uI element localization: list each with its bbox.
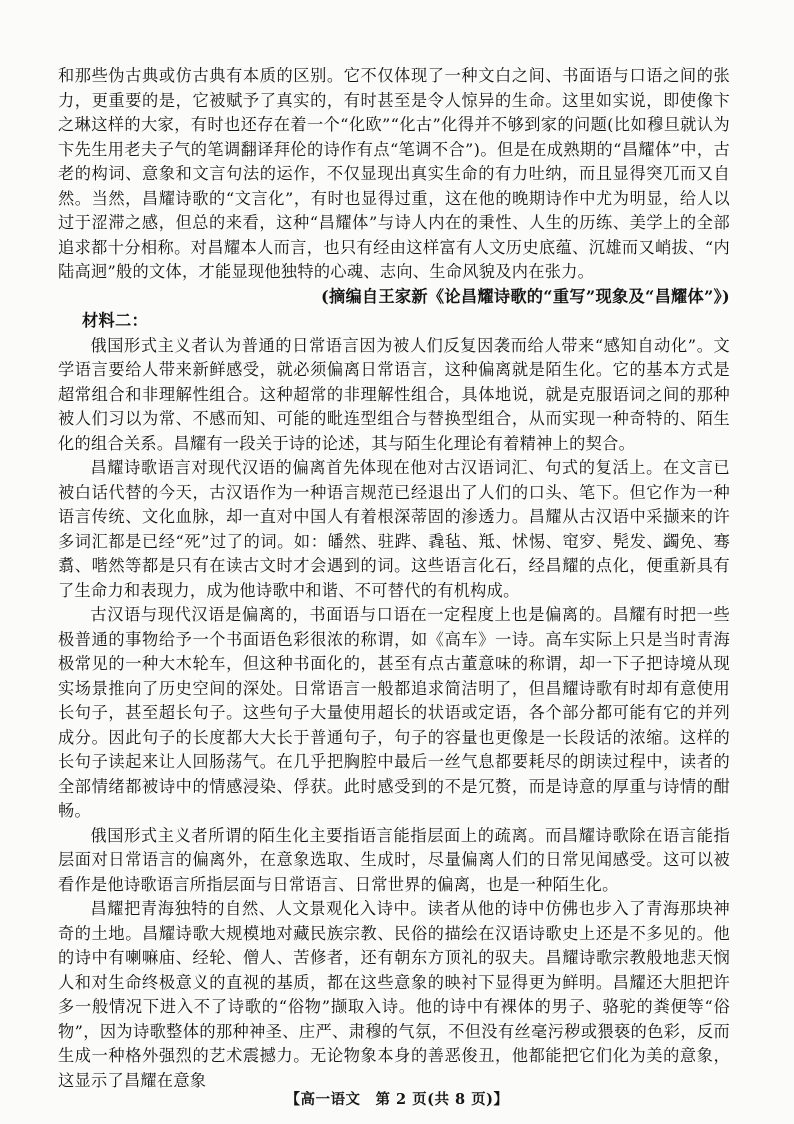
source-citation: (摘编自王家新《论昌耀诗歌的“重写”现象及“昌耀体”》): [321, 286, 730, 306]
continued-paragraph: 和那些伪古典或仿古典有本质的区别。它不仅体现了一种文白之间、书面语与口语之间的张力，更重要的是，它被赋予了真实的，有时甚至是令人惊异的生命。这里如实说，即使像卞之琳这样的大家，有时也还存在着一个“化欧”“化古”化得并不够到家的问题(比如穆旦就认为卞先生用老夫子气的笔调翻译拜伦的诗作有点“笔调不合”)。但是在成熟期的“昌耀体”中，古老的构词、意象和文言句法的运作，不仅显现出真实生命的有力吐纳，而且显得突兀而又自然。当然，昌耀诗歌的“文言化”，有时也显得过重，这在他的晚期诗作中尤为明显，给人以过于涩滞之感，但总的来看，这种“昌耀体”与诗人内在的秉性、人生的历练、美学上的全部追求都十分相称。对昌耀本人而言，也只有经由这样富有人文历史底蕴、沉雄而又峭拔、“内陆高迥”般的文体，才能显现他独特的心魂、志向、生命风貌及内在张力。: [58, 66, 730, 281]
section-heading: 材料二：: [82, 311, 148, 330]
body-paragraph: 古汉语与现代汉语是偏离的，书面语与口语在一定程度上也是偏离的。昌耀有时把一些极普通的事物给予一个书面语色彩很浓的称谓，如《高车》一诗。高车实际上只是当时青海极常见的一种大木轮车，但这种书面化的，甚至有点古董意味的称谓，却一下子把诗境从现实场景推向了历史空间的深处。日常语言一般都追求简洁明了，但昌耀诗歌有时却有意使用长句子，甚至超长句子。这些句子大量使用超长的状语或定语，各个部分都可能有它的并列成分。因此句子的长度都大大长于普通句子，句子的容量也更像是一长段话的浓缩。这样的长句子读起来让人回肠荡气。在几乎把胸腔中最后一丝气息都要耗尽的朗读过程中，读者的全部情绪都被诗中的情感浸染、俘获。此时感受到的不是冗赘，而是诗意的厚重与诗情的酣畅。: [58, 605, 730, 820]
body-paragraph: 俄国形式主义者认为普通的日常语言因为被人们反复因袭而给人带来“感知自动化”。文学语言要给人带来新鲜感受，就必须偏离日常语言，这种偏离就是陌生化。它的基本方式是超常组合和非理解性组合。这种超常的非理解性组合，具体地说，就是克服语词之间的那种被人们习以为常、不感而知、可能的毗连型组合与替换型组合，从而实现一种奇特的、陌生化的组合关系。昌耀有一段关于诗的论述，其与陌生化理论有着精神上的契合。: [58, 335, 730, 453]
body-paragraph: 俄国形式主义者所谓的陌生化主要指语言能指层面上的疏离。而昌耀诗歌除在语言能指层面对日常语言的偏离外，在意象选取、生成时，尽量偏离人们的日常见闻感受。这可以被看作是他诗歌语言所指层面与日常语言、日常世界的偏离，也是一种陌生化。: [58, 825, 730, 894]
body-paragraph: 昌耀把青海独特的自然、人文景观化入诗中。读者从他的诗中仿佛也步入了青海那块神奇的土地。昌耀诗歌大规模地对藏民族宗教、民俗的描绘在汉语诗歌史上还是不多见的。他的诗中有喇嘛庙、经轮、僧人、苦修者，还有朝东方顶礼的驭夫。昌耀诗歌宗教般地悲天悯人和对生命终极意义的直视的基质，都在这些意象的映衬下显得更为鲜明。昌耀还大胆把许多一般情况下进入不了诗歌的“俗物”撷取入诗。他的诗中有裸体的男子、骆驼的粪便等“俗物”，因为诗歌整体的那种神圣、庄严、肃穆的气氛，不但没有丝毫污秽或猥亵的色彩，反而生成一种格外强烈的艺术震撼力。无论物象本身的善恶俊丑，他都能把它们化为美的意象，这显示了昌耀在意象: [58, 899, 730, 1090]
page-content: [58, 64, 730, 1093]
body-paragraph: 昌耀诗歌语言对现代汉语的偏离首先体现在他对古汉语词汇、句式的复活上。在文言已被白话代替的今天，古汉语作为一种语言规范已经退出了人们的口头、笔下。但它作为一种语言传统、文化血脉，却一直对中国人有着根深蒂固的渗透力。昌耀从古汉语中采撷来的许多词汇都是已经“死”过了的词。如：皤然、驻跸、毳毡、羝、怵惕、窀穸、髡发、蠲免、骞翥、喈然等都是只有在读古文时才会遇到的词。这些语言化石，经昌耀的点化，便重新具有了生命力和表现力，成为他诗歌中和谐、不可替代的有机构成。: [58, 458, 730, 600]
page-footer: 【高一语文 第 2 页(共 8 页)】: [285, 1091, 509, 1108]
